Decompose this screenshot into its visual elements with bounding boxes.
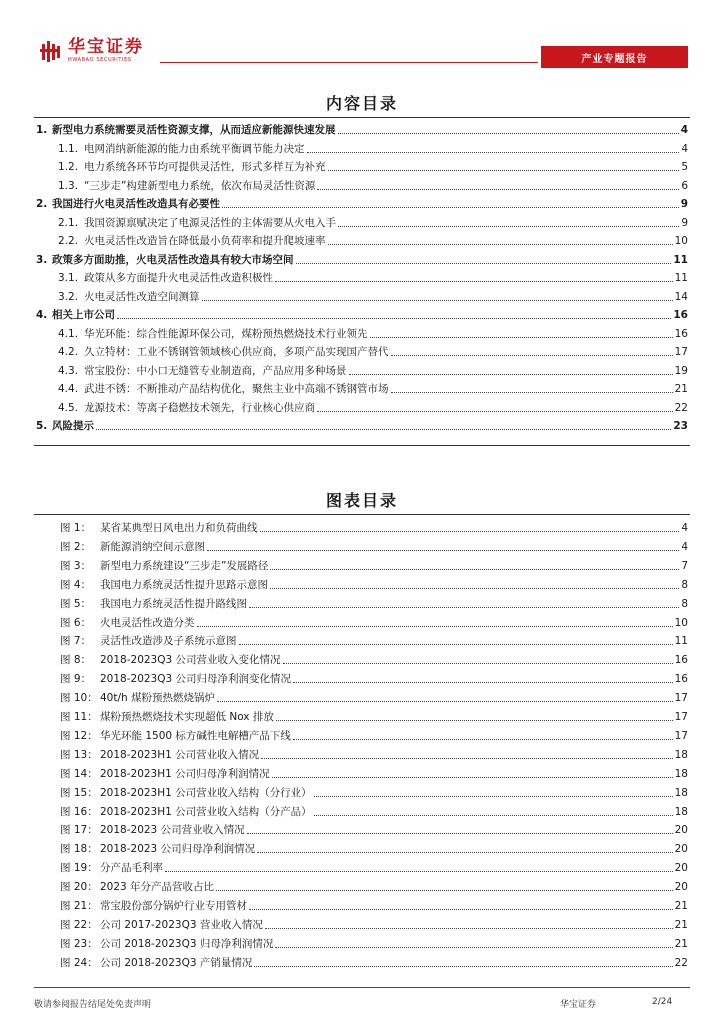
toc-chapter-entry[interactable] — [36, 121, 688, 137]
footer-disclaimer: 敬请参阅报告结尾处免责声明 — [34, 1000, 152, 1010]
toc-entry-text: 电网消纳新能源的能力由系统平衡调节能力决定 — [84, 142, 305, 155]
figure-entry-text: 分产品毛利率 — [100, 862, 163, 875]
figure-entry-number: 图 7： — [60, 635, 92, 648]
figure-entry[interactable] — [60, 840, 688, 856]
toc-dot-leader — [338, 133, 679, 134]
toc-dot-leader — [328, 244, 673, 245]
toc-section-entry[interactable] — [58, 362, 688, 378]
figure-entry[interactable] — [60, 746, 688, 762]
figures-title: 图表目录 — [325, 491, 398, 510]
figure-entry[interactable] — [60, 727, 688, 743]
figure-dot-leader — [197, 626, 673, 627]
figure-entry[interactable] — [60, 557, 688, 573]
toc-entry-number: 1.3. — [58, 179, 79, 192]
toc-dot-leader — [370, 337, 673, 338]
page-header — [0, 0, 724, 80]
toc-dot-leader — [202, 300, 673, 301]
figure-entry-page: 17 — [674, 729, 688, 742]
figure-entry-page: 10 — [674, 616, 688, 629]
figure-entry-text: 公司 2018-2023Q3 归母净利润情况 — [100, 937, 274, 950]
figure-entry-text: 2018-2023H1 公司营业收入情况 — [100, 748, 260, 761]
figure-entry-text: 我国电力系统灵活性提升思路示意图 — [100, 578, 268, 591]
toc-section-entry[interactable] — [58, 399, 688, 415]
footer-page-indicator: 2/24 — [652, 997, 673, 1007]
toc-entry-page: 16 — [674, 327, 688, 340]
figure-entry[interactable] — [60, 935, 688, 951]
toc-entry-page: 14 — [674, 290, 688, 303]
toc-dot-leader — [338, 226, 679, 227]
figure-entry-page: 18 — [674, 767, 688, 780]
figure-entry-page: 18 — [674, 786, 688, 799]
figure-dot-leader — [270, 588, 679, 589]
figure-entry-number: 图 3： — [60, 559, 92, 572]
figure-entry-page: 22 — [674, 956, 688, 969]
figure-entry-text: 我国电力系统灵活性提升路线图 — [100, 597, 247, 610]
figure-entry-text: 常宝股份部分锅炉行业专用管材 — [100, 900, 247, 912]
toc-entry-text: 龙源技术：等离子稳燃技术领先，行业核心供应商 — [84, 401, 315, 414]
toc-entry-number: 1.2. — [58, 161, 79, 173]
figure-dot-leader — [275, 947, 672, 948]
toc-entry-number: 4.3. — [58, 364, 79, 377]
toc-entry-page: 4 — [681, 142, 688, 155]
figure-entry-number: 图 17： — [60, 824, 98, 837]
toc-entry-text: 华光环能：综合性能源环保公司，煤粉预热燃烧技术行业领先 — [84, 327, 368, 340]
toc-entry-text: 风险提示 — [52, 420, 94, 432]
figure-entry-number: 图 23： — [60, 937, 98, 950]
toc-dot-leader — [317, 189, 679, 190]
figure-entry-number: 图 11： — [60, 711, 98, 723]
toc-entry-number: 2. — [36, 198, 48, 210]
toc-dot-leader — [349, 374, 673, 375]
toc-entry-page: 11 — [673, 253, 688, 266]
toc-dot-leader — [391, 355, 673, 356]
figure-entry-page: 18 — [674, 748, 688, 761]
toc-entry-text: 政策多方面助推，火电灵活性改造具有较大市场空间 — [52, 253, 294, 266]
figure-dot-leader — [293, 739, 673, 740]
figure-dot-leader — [265, 928, 673, 929]
toc-dot-leader — [222, 207, 679, 208]
figure-entry-number: 图 12： — [60, 729, 98, 742]
toc-chapter-entry[interactable] — [36, 306, 688, 322]
figure-entry[interactable] — [60, 595, 688, 611]
figure-entry-page: 21 — [674, 937, 688, 950]
toc-chapter-entry[interactable] — [36, 195, 688, 211]
toc-entry-text: 相关上市公司 — [52, 309, 115, 321]
report-type-badge: 产业专题报告 — [541, 46, 688, 68]
figure-entry-page: 20 — [674, 843, 688, 856]
toc-entry-text: “三步走”构建新型电力系统，依次布局灵活性资源 — [84, 179, 316, 192]
figure-entry-number: 图 10： — [60, 692, 98, 705]
toc-entry-page: 17 — [674, 346, 688, 358]
toc-entry-page: 9 — [681, 216, 688, 229]
toc-entry-page: 19 — [674, 364, 688, 377]
figure-entry-page: 17 — [674, 692, 688, 705]
figure-dot-leader — [165, 871, 673, 872]
figure-entry-text: 2018-2023Q3 公司营业收入变化情况 — [100, 654, 281, 667]
figure-entry-page: 8 — [681, 578, 688, 591]
figure-entry-text: 2018-2023H1 公司归母净利润情况 — [100, 767, 270, 780]
toc-chapter-entry[interactable] — [36, 251, 688, 267]
toc-entry-page: 16 — [673, 309, 688, 321]
toc-section-entry[interactable] — [58, 214, 688, 230]
figure-entry-number: 图 15： — [60, 786, 98, 799]
figure-entry-page: 17 — [674, 711, 688, 723]
figure-entry-number: 图 24： — [60, 956, 98, 969]
toc-entry-number: 5. — [36, 420, 48, 432]
figure-entry-page: 11 — [674, 635, 688, 648]
toc-dot-leader — [96, 429, 671, 430]
toc-entry-text: 电力系统各环节均可提供灵活性，形式多样互为补充 — [84, 161, 326, 173]
figure-entry-text: 新能源消纳空间示意图 — [100, 540, 205, 553]
figure-dot-leader — [276, 720, 673, 721]
toc-section-entry[interactable] — [58, 343, 688, 359]
toc-entry-text: 我国进行火电灵活性改造具有必要性 — [52, 198, 220, 210]
figure-entry[interactable] — [60, 954, 688, 970]
logo-english-name: HWABAO SECURITIES — [68, 57, 132, 63]
toc-entry-text: 新型电力系统需要灵活性资源支撑，从而适应新能源快速发展 — [52, 124, 336, 136]
figure-entry[interactable] — [60, 765, 688, 781]
figure-entry[interactable] — [60, 576, 688, 592]
figure-entry-number: 图 16： — [60, 805, 98, 818]
figure-entry-number: 图 5： — [60, 597, 92, 610]
figure-entry-page: 21 — [674, 918, 688, 931]
toc-dot-leader — [275, 281, 673, 282]
toc-entry-number: 1. — [36, 124, 48, 136]
toc-section-entry[interactable] — [58, 177, 688, 193]
header-divider — [160, 62, 538, 63]
figure-entry[interactable] — [60, 916, 688, 932]
figure-entry-page: 20 — [674, 881, 688, 894]
toc-entry-number: 4.5. — [58, 401, 79, 414]
figure-entry[interactable] — [60, 651, 688, 667]
figure-entry-page: 16 — [674, 654, 688, 667]
toc-dot-leader — [117, 318, 671, 319]
toc-entry-number: 1.1. — [58, 142, 79, 155]
figure-entry-text: 2018-2023Q3 公司归母净利润变化情况 — [100, 673, 292, 686]
figure-entry[interactable] — [60, 897, 688, 913]
footer-divider — [34, 987, 690, 988]
toc-entry-number: 3.2. — [58, 290, 79, 303]
figure-entry-number: 图 8： — [60, 654, 92, 667]
toc-entry-number: 4.4. — [58, 383, 79, 395]
figure-dot-leader — [216, 890, 673, 891]
toc-entry-text: 常宝股份：中小口无缝管专业制造商，产品应用多种场景 — [84, 364, 347, 377]
toc-section-entry[interactable] — [58, 380, 688, 396]
toc-entry-number: 2.2. — [58, 235, 79, 247]
toc-entry-page: 21 — [674, 383, 688, 395]
toc-top-rule — [34, 117, 690, 118]
figure-entry-number: 图 22： — [60, 918, 98, 931]
figure-dot-leader — [249, 607, 679, 608]
figure-entry[interactable] — [60, 784, 688, 800]
toc-entry-page: 9 — [680, 198, 688, 210]
figure-entry[interactable] — [60, 614, 688, 630]
figure-entry[interactable] — [60, 821, 688, 837]
toc-entry-page: 6 — [681, 179, 688, 192]
toc-section-entry[interactable] — [58, 158, 688, 174]
figure-dot-leader — [249, 909, 673, 910]
figure-entry-number: 图 6： — [60, 616, 92, 629]
toc-section-entry[interactable] — [58, 232, 688, 248]
toc-dot-leader — [296, 263, 672, 264]
figure-entry[interactable] — [60, 519, 688, 535]
figure-dot-leader — [247, 833, 673, 834]
toc-bottom-rule — [34, 445, 690, 446]
figure-entry-text: 2018-2023 公司归母净利润情况 — [100, 843, 256, 856]
toc-entry-number: 3. — [36, 253, 48, 266]
figure-entry-number: 图 2： — [60, 540, 92, 553]
toc-entry-number: 2.1. — [58, 216, 79, 229]
toc-entry-page: 4 — [680, 124, 688, 136]
figure-entry-text: 新型电力系统建设“三步走”发展路径 — [100, 559, 269, 572]
figure-dot-leader — [261, 758, 672, 759]
toc-entry-text: 我国资源禀赋决定了电源灵活性的主体需要从火电入手 — [84, 216, 336, 229]
figure-entry[interactable] — [60, 689, 688, 705]
figure-entry[interactable] — [60, 632, 688, 648]
figure-entry-page: 4 — [681, 522, 688, 534]
toc-entry-text: 武进不锈：不断推动产品结构优化，聚焦主业中高端不锈钢管市场 — [84, 383, 389, 395]
figure-entry-page: 7 — [681, 559, 688, 572]
figure-entry-text: 40t/h 煤粉预热燃烧锅炉 — [100, 692, 216, 705]
figure-entry-page: 21 — [674, 900, 688, 912]
figure-entry-text: 火电灵活性改造分类 — [100, 616, 195, 629]
toc-entry-number: 3.1. — [58, 272, 79, 284]
logo-chinese-name: 华宝证券 — [68, 37, 144, 57]
figure-entry-text: 煤粉预热燃烧技术实现超低 Nox 排放 — [100, 711, 274, 723]
toc-entry-text: 久立特材：工业不锈钢管领域核心供应商，多项产品实现国产替代 — [84, 346, 389, 358]
figure-entry-text: 华光环能 1500 标方碱性电解槽产品下线 — [100, 729, 291, 742]
toc-entry-number: 4.1. — [58, 327, 79, 340]
figure-entry-text: 2023 年分产品营收占比 — [100, 881, 215, 894]
figure-dot-leader — [270, 569, 679, 570]
toc-entry-page: 23 — [673, 420, 688, 432]
figure-entry-text: 2018-2023H1 公司营业收入结构（分产品） — [100, 805, 312, 818]
figure-entry-number: 图 13： — [60, 748, 98, 761]
figure-entry-text: 公司 2018-2023Q3 产销量情况 — [100, 956, 253, 969]
figure-dot-leader — [260, 531, 680, 532]
figure-entry-page: 20 — [674, 824, 688, 837]
toc-section-entry[interactable] — [58, 269, 688, 285]
figure-entry-page: 18 — [674, 805, 688, 818]
toc-dot-leader — [391, 392, 673, 393]
figure-dot-leader — [239, 644, 673, 645]
toc-title: 内容目录 — [325, 94, 398, 113]
toc-section-entry[interactable] — [58, 140, 688, 156]
toc-section-entry[interactable] — [58, 325, 688, 341]
figure-entry-text: 某省某典型日风电出力和负荷曲线 — [100, 522, 258, 534]
figure-dot-leader — [314, 815, 673, 816]
figure-entry[interactable] — [60, 878, 688, 894]
company-logo — [40, 38, 144, 63]
figure-entry[interactable] — [60, 803, 688, 819]
logo-mark-icon — [40, 40, 64, 62]
figure-dot-leader — [272, 777, 673, 778]
figure-dot-leader — [293, 682, 673, 683]
figure-entry-text: 2018-2023H1 公司营业收入结构（分行业） — [100, 786, 312, 799]
toc-chapter-entry[interactable] — [36, 417, 688, 433]
figure-entry[interactable] — [60, 859, 688, 875]
figure-entry-text: 公司 2017-2023Q3 营业收入情况 — [100, 918, 263, 931]
figure-dot-leader — [207, 550, 679, 551]
toc-entry-page: 22 — [674, 401, 688, 414]
toc-entry-text: 火电灵活性改造空间测算 — [84, 290, 200, 303]
figure-entry-page: 8 — [681, 597, 688, 610]
toc-entry-number: 4.2. — [58, 346, 79, 358]
figure-entry-page: 4 — [681, 540, 688, 553]
figure-dot-leader — [314, 796, 673, 797]
toc-entry-page: 11 — [674, 272, 688, 284]
figure-entry[interactable] — [60, 670, 688, 686]
figure-entry-number: 图 21： — [60, 900, 98, 912]
footer-company: 华宝证券 — [560, 1000, 597, 1010]
toc-entry-text: 火电灵活性改造旨在降低最小负荷率和提升爬坡速率 — [84, 235, 326, 247]
figure-entry-number: 图 9： — [60, 673, 92, 686]
figure-entry-number: 图 20： — [60, 881, 98, 894]
figure-entry-number: 图 19： — [60, 862, 98, 875]
figure-dot-leader — [283, 663, 673, 664]
figure-dot-leader — [217, 701, 673, 702]
toc-dot-leader — [328, 170, 680, 171]
figure-dot-leader — [254, 966, 672, 967]
figures-top-rule — [34, 514, 690, 515]
toc-entry-text: 政策从多方面提升火电灵活性改造积极性 — [84, 272, 273, 284]
figure-entry-number: 图 4： — [60, 578, 92, 591]
toc-entry-page: 10 — [674, 235, 688, 247]
figure-dot-leader — [257, 852, 673, 853]
figure-entry-page: 20 — [674, 862, 688, 875]
figure-entry-page: 16 — [674, 673, 688, 686]
figure-entry-number: 图 14： — [60, 767, 98, 780]
figure-entry[interactable] — [60, 708, 688, 724]
figure-entry-number: 图 18： — [60, 843, 98, 856]
toc-section-entry[interactable] — [58, 288, 688, 304]
figure-entry[interactable] — [60, 538, 688, 554]
figure-entry-number: 图 1： — [60, 522, 92, 534]
toc-dot-leader — [307, 152, 680, 153]
figure-entry-text: 2018-2023 公司营业收入情况 — [100, 824, 245, 837]
toc-entry-page: 5 — [681, 161, 688, 173]
toc-dot-leader — [317, 411, 673, 412]
toc-entry-number: 4. — [36, 309, 48, 321]
figure-entry-text: 灵活性改造涉及子系统示意图 — [100, 635, 237, 648]
